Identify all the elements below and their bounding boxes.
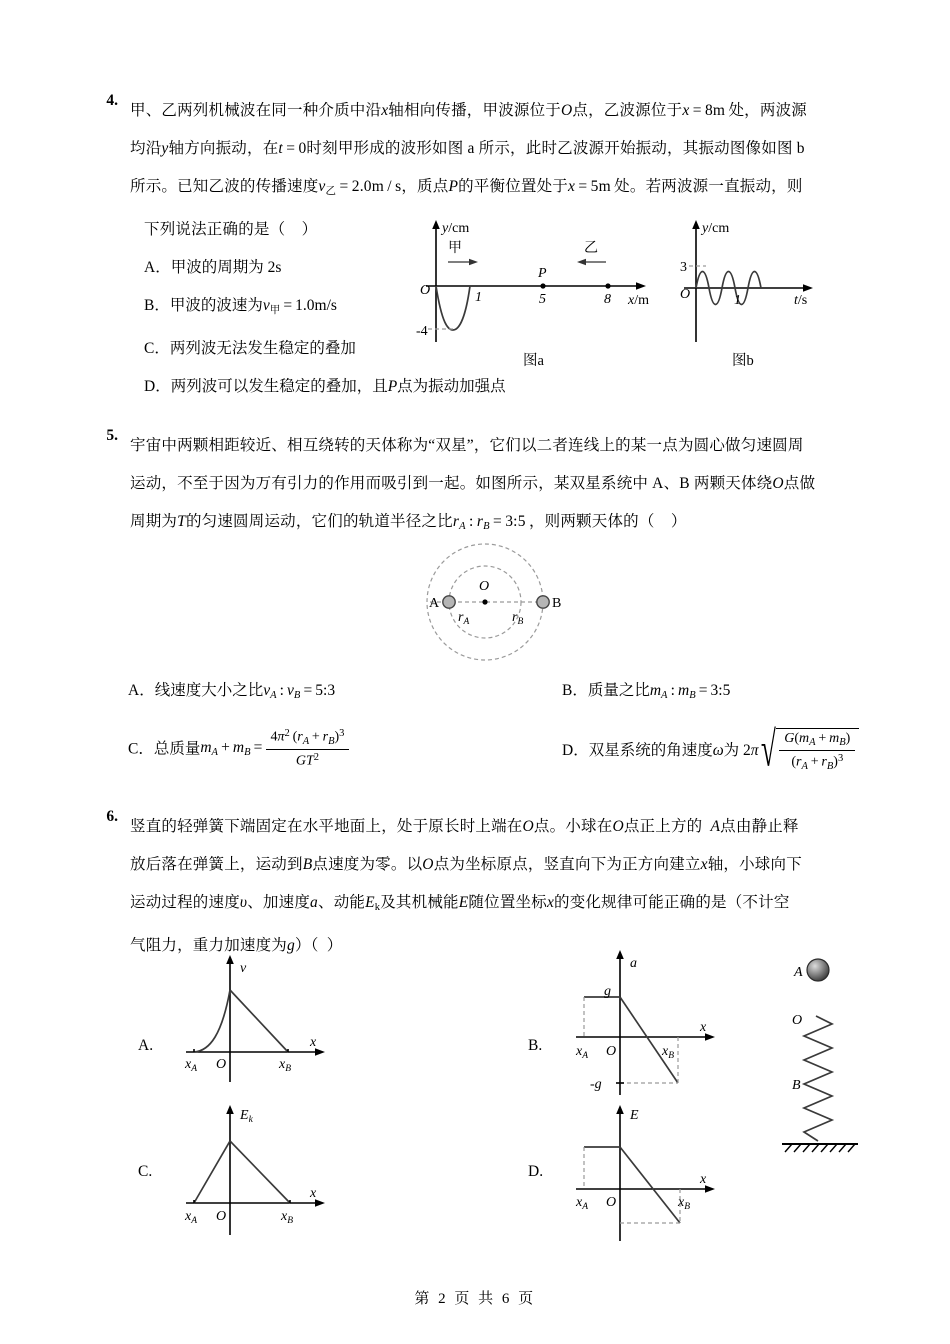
graph-b-tick-xa: $x_A$ [576, 1044, 589, 1061]
question-5-body [130, 427, 884, 546]
graph-b-y-axis-label: a [630, 956, 637, 971]
graph-a-x-axis-label: x [310, 1035, 317, 1050]
graph-d-x-axis-label: x [700, 1172, 707, 1187]
graph-c-x-axis-label: x [310, 1186, 317, 1201]
question-5-number: 5. [106, 427, 118, 444]
spring-label-b: B [792, 1078, 801, 1093]
question-6-graph-c-label: C. [138, 1163, 153, 1180]
graph-b-label-g: g [604, 984, 611, 999]
page-footer: 第 2 页 共 6 页 [414, 1291, 536, 1307]
question-6-line-4: 气阻力，重力加速度为g）（ ） [130, 937, 343, 955]
figure-a-origin: O [420, 283, 431, 298]
binary-label-b: B [552, 596, 562, 611]
figure-a-point-p: P [538, 266, 547, 281]
question-5-line-2: 运动，不至于因为万有引力的作用而吸引到一起。如图所示，某双星系统中 A、B 两颗天体绕O点做 [130, 475, 816, 492]
figure-b-x-axis-label: t/s [794, 293, 808, 308]
question-5-line-1: 宇宙中两颗相距较近、相互绕转的天体称为“双星”，它们以二者连线上的某一点为圆心做匀速圆周 [130, 437, 804, 454]
figure-a-min-label: -4 [416, 324, 428, 339]
figure-b-origin: O [680, 287, 691, 302]
graph-d-origin: O [606, 1195, 617, 1210]
question-6-graph-d [558, 1105, 758, 1250]
binary-star-diagram [392, 542, 592, 677]
figure-a-tick-8: 8 [604, 292, 611, 307]
question-4-line-3: 所示。已知乙波的传播速度$v_乙 = 2.0m / s$，质点P的平衡位置处于x = 5m 处。若两波源一直振动，则 [130, 178, 803, 198]
binary-radius-a: $r_A$ [458, 610, 470, 627]
graph-b-x-axis-label: x [700, 1020, 707, 1035]
figure-a-tick-1: 1 [475, 290, 482, 305]
question-6-graph-b-label: B. [528, 1037, 543, 1054]
graph-a-origin: O [216, 1057, 227, 1072]
figure-a-left-wave-label: 甲 [448, 241, 462, 256]
question-6-graph-a [168, 950, 368, 1090]
figure-a-waveform [418, 218, 668, 348]
question-5-option-c[interactable]: C．总质量$m_A + m_B$ = $\frac{4\pi^2 (r_A + r_B)^3}{GT^2}$ [128, 728, 349, 770]
question-6-line-3: 运动过程的速度υ、加速度a、动能$E_k$及其机械能E随位置坐标x的变化规律可能正确的是（不计空 [130, 894, 790, 914]
question-5-line-3: 周期为T的匀速圆周运动，它们的轨道半径之比$r_A$ : $r_B$ = 3:5 ，则两颗天体的（ ） [130, 513, 687, 533]
question-4-line-2: 均沿y轴方向振动，在t = 0时刻甲形成的波形如图 a 所示，此时乙波源开始振动，其振动图像如图 b [130, 140, 805, 157]
question-6-number: 6. [106, 808, 118, 825]
graph-c-origin: O [216, 1209, 227, 1224]
spring-label-o: O [792, 1013, 803, 1028]
question-4-number: 4. [106, 92, 118, 109]
figure-b-amplitude-label: 3 [680, 260, 687, 275]
figure-b-vibration [676, 218, 876, 348]
question-5-option-b[interactable]: B．质量之比$m_A$ : $m_B$ = 3:5 [562, 682, 731, 702]
spring-figure [758, 948, 888, 1178]
binary-label-o: O [479, 579, 490, 594]
question-5 [84, 427, 884, 546]
figure-a-right-wave-label: 乙 [584, 241, 598, 256]
graph-b-tick-xb: $x_B$ [662, 1044, 675, 1061]
question-6-body [130, 808, 884, 965]
question-6-graph-d-label: D. [528, 1163, 544, 1180]
question-6-graph-a-label: A. [138, 1037, 154, 1054]
graph-b-origin: O [606, 1044, 617, 1059]
question-6-graph-b [558, 945, 758, 1110]
question-4-line-4: 下列说法正确的是（ ） [144, 221, 318, 239]
graph-c-y-axis-label: $E_k$ [240, 1108, 253, 1125]
graph-c-tick-xa: $x_A$ [185, 1209, 198, 1226]
figure-a-tick-5: 5 [539, 292, 546, 307]
question-6-line-2: 放后落在弹簧上，运动到B点速度为零。以O点为坐标原点，竖直向下为正方向建立x轴，小球向下 [130, 856, 802, 873]
question-5-option-d[interactable]: D．双星系统的角速度ω为 2π√ $\frac{G(m_A + m_B)}{(r_A + r_B)^3}$ [562, 728, 859, 773]
figure-b-tick-1: 1 [734, 293, 741, 308]
graph-a-y-axis-label: v [240, 961, 247, 976]
question-5-option-a[interactable]: A．线速度大小之比$v_A$ : $v_B$ = 5:3 [128, 682, 336, 702]
question-6-line-1: 竖直的轻弹簧下端固定在水平地面上，处于原长时上端在O点。小球在O点正上方的 A点由静止释 [130, 818, 799, 835]
question-4-line-1: 甲、乙两列机械波在同一种介质中沿x轴相向传播，甲波源位于O点，乙波源位于x = 8m 处，两波源 [130, 102, 807, 119]
graph-d-tick-xa: $x_A$ [576, 1195, 589, 1212]
question-6-graph-c [168, 1105, 368, 1245]
question-4-option-a[interactable]: A．甲波的周期为 2s [144, 259, 282, 277]
binary-label-a: A [429, 596, 440, 611]
question-4-option-b[interactable]: B．甲波的波速为$v_甲 = 1.0m/s$ [144, 297, 337, 317]
figure-a-x-axis-label: x/m [628, 293, 649, 308]
figure-b-y-axis-label: y/cm [702, 221, 730, 236]
question-4-option-d[interactable]: D．两列波可以发生稳定的叠加，且P点为振动加强点 [144, 378, 506, 396]
graph-d-y-axis-label: E [630, 1108, 639, 1123]
question-5-option-d-radical: √ $\frac{G(m_A + m_B)}{(r_A + r_B)^3}$ [759, 728, 860, 773]
graph-d-tick-xb: $x_B$ [678, 1195, 691, 1212]
graph-a-tick-xb: $x_B$ [279, 1057, 292, 1074]
question-6 [84, 808, 884, 965]
figure-a-caption: 图a [523, 353, 544, 369]
question-5-option-c-fraction: $\frac{4\pi^2 (r_A + r_B)^3}{GT^2}$ [266, 728, 350, 770]
graph-b-label-neg-g: -g [590, 1077, 602, 1092]
binary-radius-b: $r_B$ [512, 610, 524, 627]
graph-a-tick-xa: $x_A$ [185, 1057, 198, 1074]
question-4-option-c[interactable]: C．两列波无法发生稳定的叠加 [144, 340, 356, 358]
figure-b-caption: 图b [732, 353, 754, 369]
spring-label-a: A [794, 965, 803, 980]
graph-c-tick-xb: $x_B$ [281, 1209, 294, 1226]
figure-a-y-axis-label: y/cm [442, 221, 470, 236]
